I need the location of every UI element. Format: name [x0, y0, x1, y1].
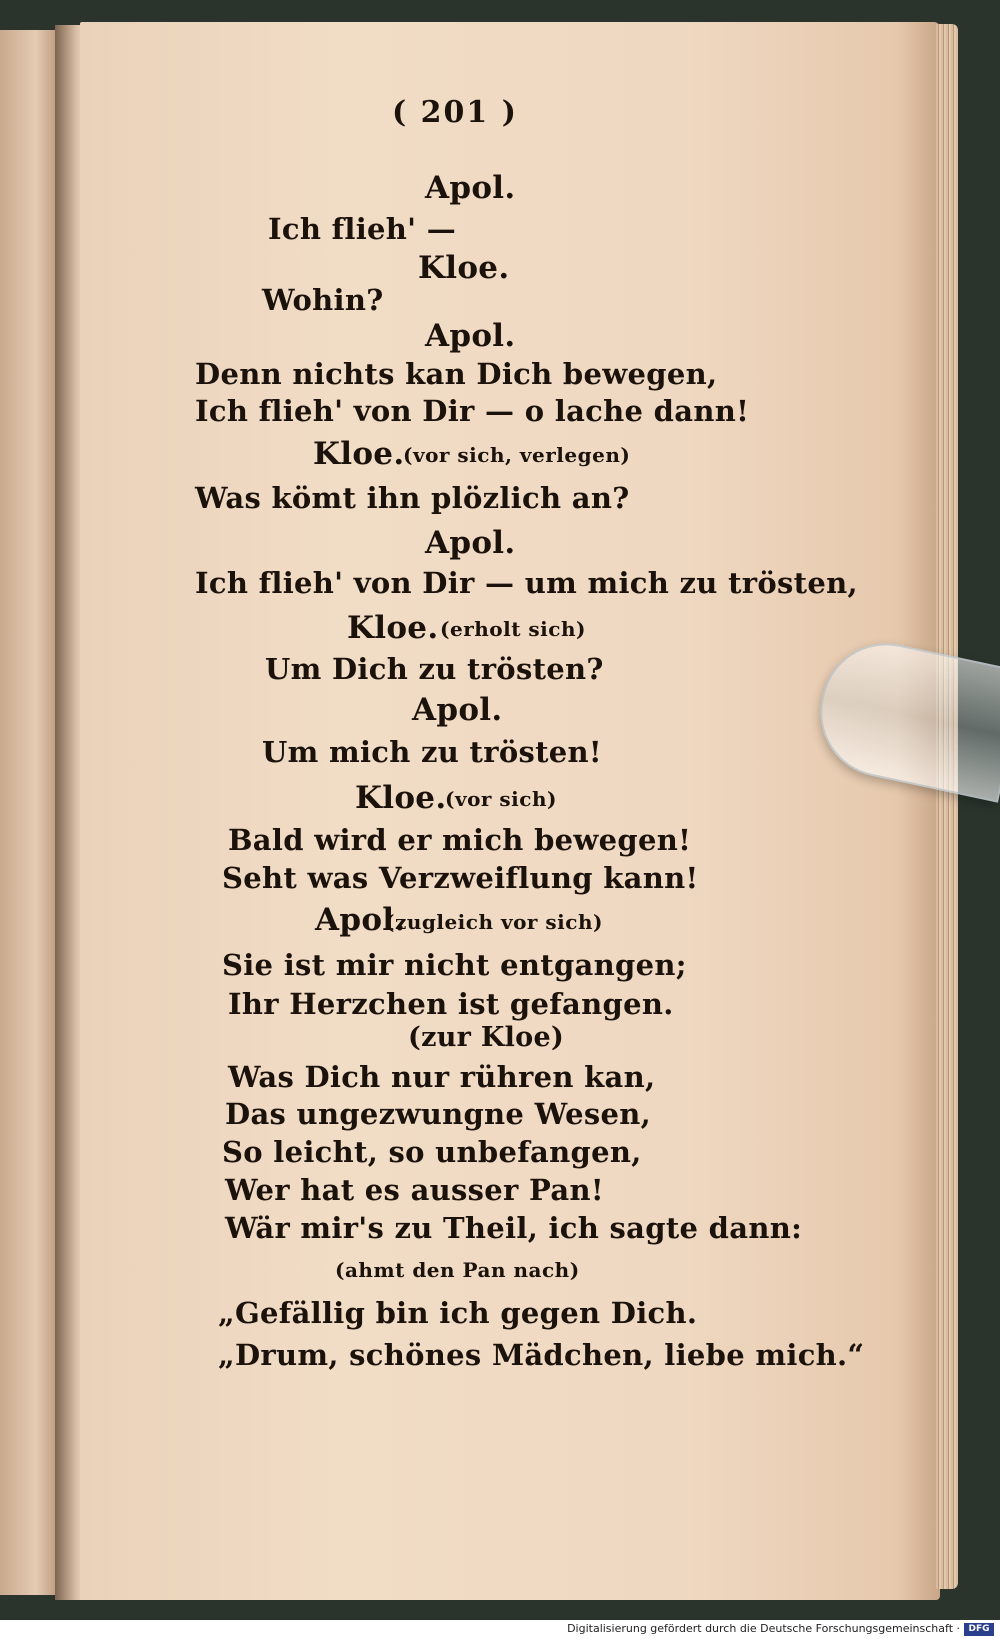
stage-direction: (ahmt den Pan nach) — [335, 1258, 580, 1282]
speaker-label: Apol. — [412, 692, 503, 728]
verse-line: Wohin? — [262, 283, 384, 317]
footer-bar — [0, 1620, 1000, 1639]
speaker-label: Kloe. — [418, 250, 510, 286]
stage-direction: (zugleich vor sich) — [385, 910, 603, 934]
verse-line: „Gefällig bin ich gegen Dich. — [218, 1296, 698, 1330]
stage-direction: (erholt sich) — [440, 617, 586, 641]
verse-line: Denn nichts kan Dich bewegen, — [195, 357, 718, 391]
stage-direction: (vor sich, verlegen) — [403, 443, 631, 467]
verse-line: Ich flieh' — — [268, 212, 457, 246]
verse-line: Seht was Verzweiflung kann! — [222, 861, 699, 895]
verse-line: Ihr Herzchen ist gefangen. — [228, 987, 674, 1021]
verse-line: Wär mir's zu Theil, ich sagte dann: — [225, 1211, 803, 1245]
speaker-label: Apol. — [425, 318, 516, 354]
verse-line: Wer hat es ausser Pan! — [225, 1173, 604, 1207]
verse-line: Ich flieh' von Dir — o lache dann! — [195, 394, 750, 428]
speaker-label: Kloe. — [355, 780, 447, 816]
verse-line: Ich flieh' von Dir — um mich zu trösten, — [195, 566, 858, 600]
verse-line: Was kömt ihn plözlich an? — [195, 481, 630, 515]
verse-line: Was Dich nur rühren kan, — [228, 1060, 656, 1094]
verse-line: „Drum, schönes Mädchen, liebe mich.“ — [218, 1338, 865, 1372]
verse-line: Das ungezwungne Wesen, — [225, 1097, 651, 1131]
footer-credit: Digitalisierung gefördert durch die Deutsche Forschungsgemeinschaft · — [567, 1622, 960, 1635]
verse-line: Bald wird er mich bewegen! — [228, 823, 692, 857]
verse-line: Sie ist mir nicht entgangen; — [222, 948, 687, 982]
stage-direction: (vor sich) — [445, 787, 557, 811]
speaker-label: Apol. — [425, 525, 516, 561]
speaker-label: Apol. — [425, 170, 516, 206]
speaker-label: Apol. — [315, 902, 406, 938]
stage-direction: (zur Kloe) — [408, 1022, 565, 1053]
verse-line: Um Dich zu trösten? — [265, 652, 604, 686]
speaker-label: Kloe. — [347, 610, 439, 646]
verse-line: Um mich zu trösten! — [262, 735, 602, 769]
speaker-label: Kloe. — [313, 436, 405, 472]
page-number: ( 201 ) — [392, 95, 518, 130]
verse-line: So leicht, so unbefangen, — [222, 1135, 642, 1169]
dfg-logo-icon: DFG — [964, 1623, 994, 1636]
